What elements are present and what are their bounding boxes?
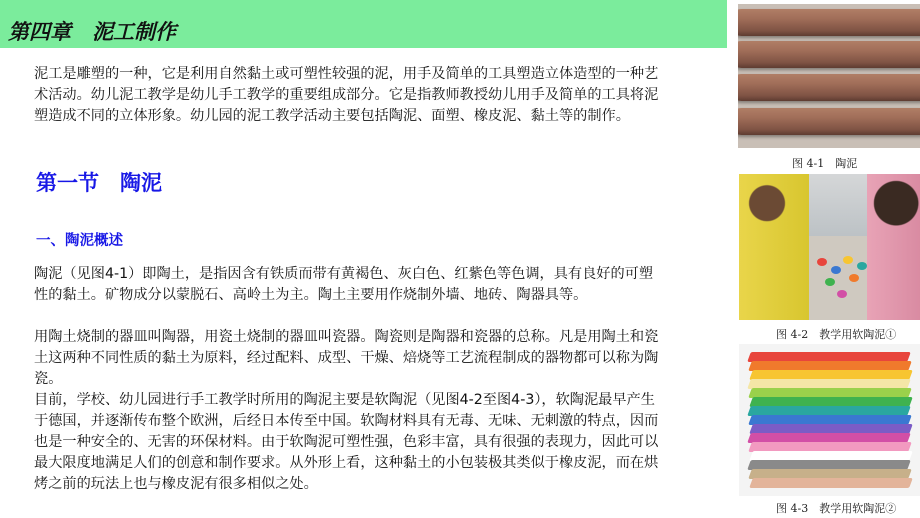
subsection-title: 一、陶泥概述 [36,233,123,249]
section-title: 第一节 陶泥 [36,171,162,195]
chapter-title: 第四章 泥工制作 [8,20,176,44]
intro-paragraph: 泥工是雕塑的一种，它是利用自然黏土或可塑性较强的泥，用手及简单的工具塑造立体造型的一种艺术活动。幼儿泥工教学是幼儿手工教学的重要组成部分。它是指教师教授幼儿用手及简单的工具将泥塑造成不同的立体形象。幼儿园的泥工教学活动主要包括陶泥、面塑、橡皮泥、黏土等的制作。 [34,66,659,124]
figure-4-3-caption: 图 4-3 教学用软陶泥② [776,502,897,515]
paragraph-soft-clay: 目前，学校、幼儿园进行手工教学时所用的陶泥主要是软陶泥（见图4-2至图4-3），软陶泥最早产生于德国，并逐渐传布整个欧洲，后经日本传至中国。软陶材料具有无毒、无味、无刺激的特点，因而也是一种安全的、无害的环保材料。由于软陶泥可塑性强，色彩丰富，具有很强的表现力，因此可以最大限度地满足人们的创意和制作要求。从外形上看，这种黏土的小包装极其类似于橡皮泥，而在烘烤之前的玩法上也与橡皮泥有很多相似之处。 [34,392,659,492]
figure-4-1-caption: 图 4-1 陶泥 [792,157,858,170]
figure-4-2-caption: 图 4-2 教学用软陶泥① [776,328,897,341]
paragraph-definition: 陶泥（见图4-1）即陶土，是指因含有铁质而带有黄褐色、灰白色、红紫色等色调，具有良好的可塑性的黏土。矿物成分以蒙脱石、高岭土为主。陶土主要用作烧制外墙、地砖、陶器具等。 [34,266,654,303]
figure-children-soft-clay-image [739,174,920,320]
paragraph-ceramics: 用陶土烧制的器皿叫陶器，用瓷土烧制的器皿叫瓷器。陶瓷则是陶器和瓷器的总称。凡是用陶土和瓷土这两种不同性质的黏土为原料，经过配料、成型、干燥、焙烧等工艺流程制成的器物都可以称为陶瓷。 [34,329,659,387]
figure-clay-rolls-image [738,4,920,148]
clay-sheet [749,478,913,488]
chapter-title-bar [0,0,727,48]
figure-colored-clay-sheets-image [739,344,920,496]
